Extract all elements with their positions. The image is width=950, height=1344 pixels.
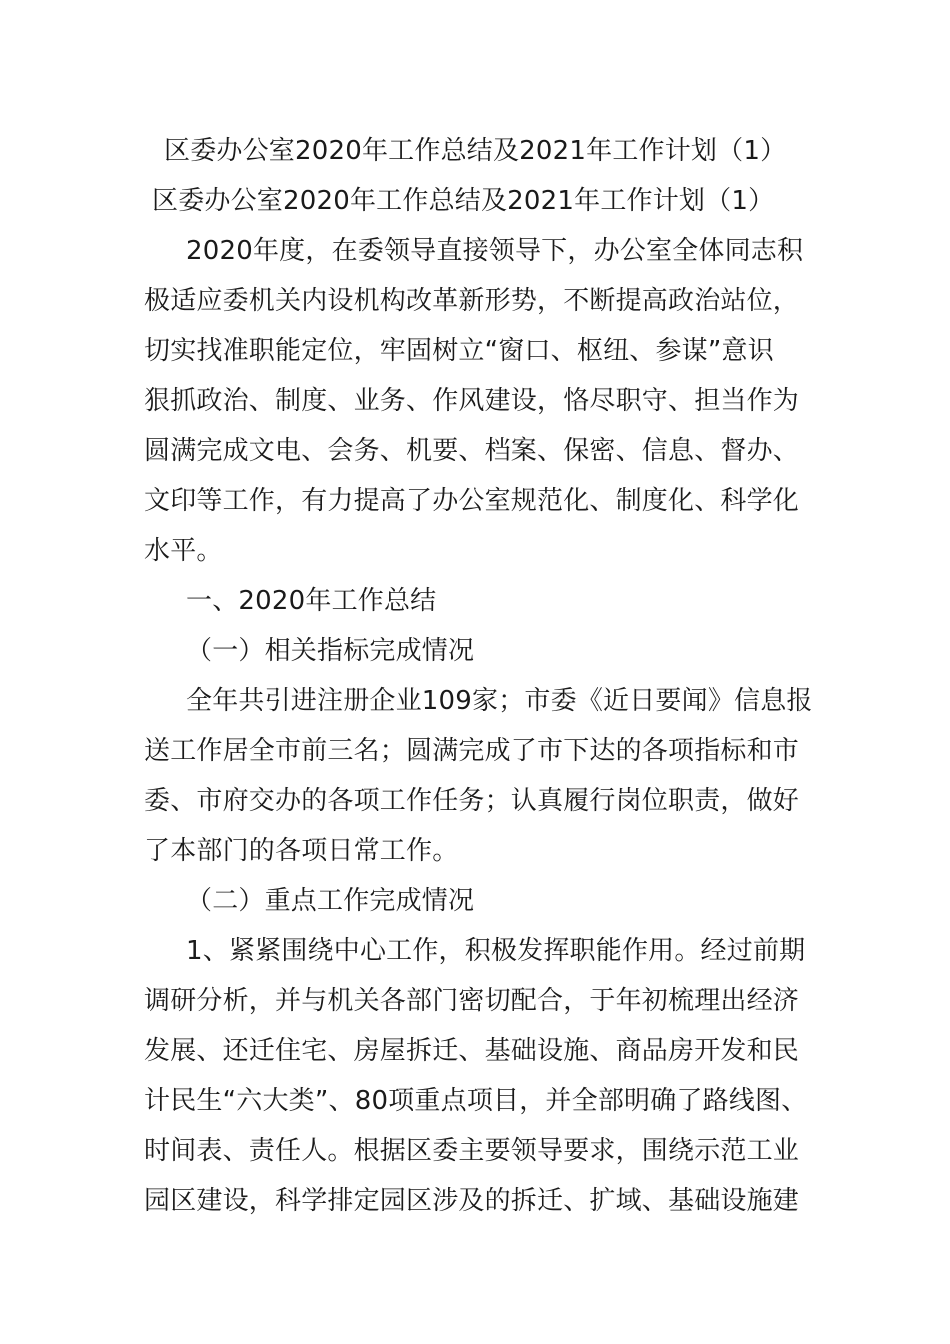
subsection-heading: （一）相关指标完成情况	[186, 636, 475, 666]
body-line: 全年共引进注册企业109家；市委《近日要闻》信息报	[186, 686, 813, 716]
body-line: 计民生“六大类”、80项重点项目，并全部明确了路线图、	[144, 1086, 808, 1116]
section-heading: 一、2020年工作总结	[186, 586, 437, 616]
body-line: 园区建设，科学排定园区涉及的拆迁、扩域、基础设施建	[144, 1186, 800, 1216]
body-line: 圆满完成文电、会务、机要、档案、保密、信息、督办、	[144, 436, 800, 466]
body-line: 了本部门的各项日常工作。	[144, 836, 459, 866]
body-line: 发展、还迁住宅、房屋拆迁、基础设施、商品房开发和民	[144, 1036, 800, 1066]
subsection-heading: （二）重点工作完成情况	[186, 886, 475, 916]
body-line: 调研分析，并与机关各部门密切配合，于年初梳理出经济	[144, 986, 800, 1016]
body-line: 时间表、责任人。根据区委主要领导要求，围绕示范工业	[144, 1136, 800, 1166]
body-line: 狠抓政治、制度、业务、作风建设，恪尽职守、担当作为	[144, 386, 800, 416]
body-line: 送工作居全市前三名；圆满完成了市下达的各项指标和市	[144, 736, 800, 766]
document-subtitle: 区委办公室2020年工作总结及2021年工作计划（1）	[152, 186, 775, 216]
body-line: 极适应委机关内设机构改革新形势，不断提高政治站位，	[144, 286, 800, 316]
body-line: 委、市府交办的各项工作任务；认真履行岗位职责，做好	[144, 786, 800, 816]
document-title: 区委办公室2020年工作总结及2021年工作计划（1）	[164, 136, 787, 166]
body-line: 水平。	[144, 536, 223, 566]
body-line: 2020年度，在委领导直接领导下，办公室全体同志积	[186, 236, 804, 266]
body-line: 文印等工作，有力提高了办公室规范化、制度化、科学化	[144, 486, 800, 516]
body-line: 切实找准职能定位，牢固树立“窗口、枢纽、参谋”意识	[144, 336, 774, 366]
body-line: 1、紧紧围绕中心工作，积极发挥职能作用。经过前期	[186, 936, 806, 966]
